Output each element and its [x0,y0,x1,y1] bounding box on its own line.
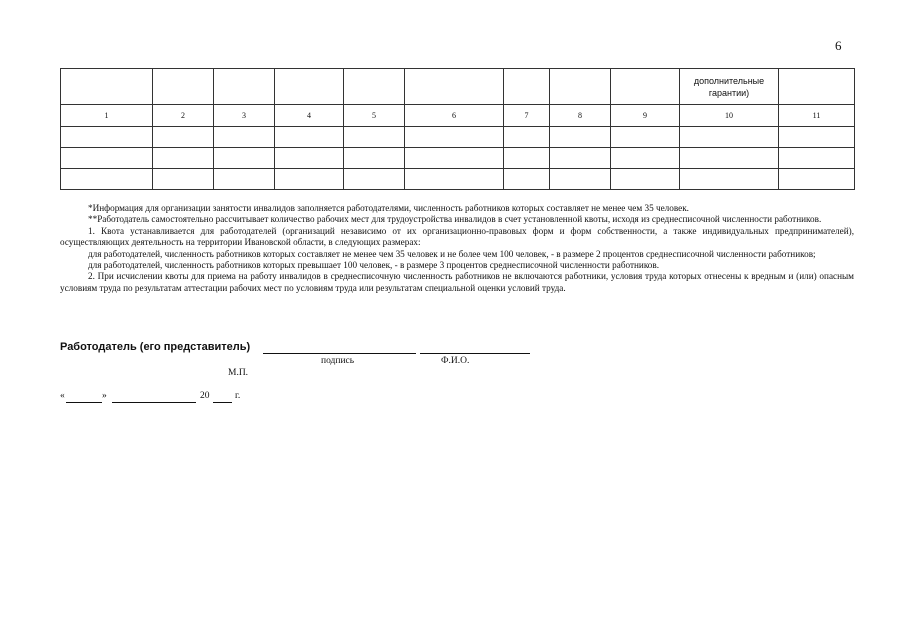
date-month-line [112,402,196,403]
note-exclusions: 2. При исчислении квоты для приема на работу инвалидов в среднесписочную численность работников не включаются работники, условия труда которых отнесены к вредным и (или) опасным условиям труда по результатам аттестации рабочих мест по условиям труда или результатам специальной оценки условий труда. [60,271,854,293]
column-number: 2 [153,105,214,127]
seal-label: М.П. [228,368,249,378]
column-number: 9 [611,105,680,127]
column-10-header: дополнительные гарантии) [680,69,779,105]
date-close-quote: » [102,391,107,401]
date-open-quote: « [60,391,65,401]
column-number: 7 [504,105,550,127]
name-line [420,353,530,354]
date-year-line [213,402,232,403]
table-row [61,148,855,169]
employer-signature-title: Работодатель (его представитель) [60,341,251,353]
column-number: 11 [779,105,855,127]
footnote-2: **Работодатель самостоятельно рассчитывает количество рабочих мест для трудоустройства инвалидов в счет установленной квоты, исходя из среднесписочной численности работников. [88,214,822,225]
name-caption: Ф.И.О. [441,356,470,366]
quota-table [60,68,855,190]
column-number: 3 [214,105,275,127]
table-row [61,169,855,190]
signature-line [263,353,416,354]
column-number-row [61,105,855,127]
footnotes [60,203,854,294]
signature-caption: подпись [321,356,355,366]
column-number: 10 [680,105,779,127]
note-quota-3-percent: для работодателей, численность работников которых превышает 100 человек, - в размере 3 процентов среднесписочной численности работников. [88,260,660,271]
page-number: 6 [835,38,842,53]
footnote-1: *Информация для организации занятости инвалидов заполняется работодателями, численность работников которых составляет не менее чем 35 человек. [88,203,689,213]
column-number: 4 [275,105,344,127]
table-header-row [61,69,855,105]
date-year-suffix: г. [235,391,241,401]
note-quota-2-percent: для работодателей, численность работников которых составляет не менее чем 35 человек и не более чем 100 человек, - в размере 2 процентов среднесписочной численности работников; [88,248,816,259]
column-number: 1 [61,105,153,127]
note-quota: 1. Квота устанавливается для работодателей (организаций независимо от их организационно-правовых форм и форм собственности, а также индивидуальных предпринимателей), осуществляющих деятельность на территории Ивановской области, в следующих размерах: [60,225,854,248]
column-number: 8 [550,105,611,127]
date-day-line [66,402,102,403]
table-row [61,127,855,148]
date-year-prefix: 20 [200,391,210,401]
column-number: 6 [405,105,504,127]
column-number: 5 [344,105,405,127]
